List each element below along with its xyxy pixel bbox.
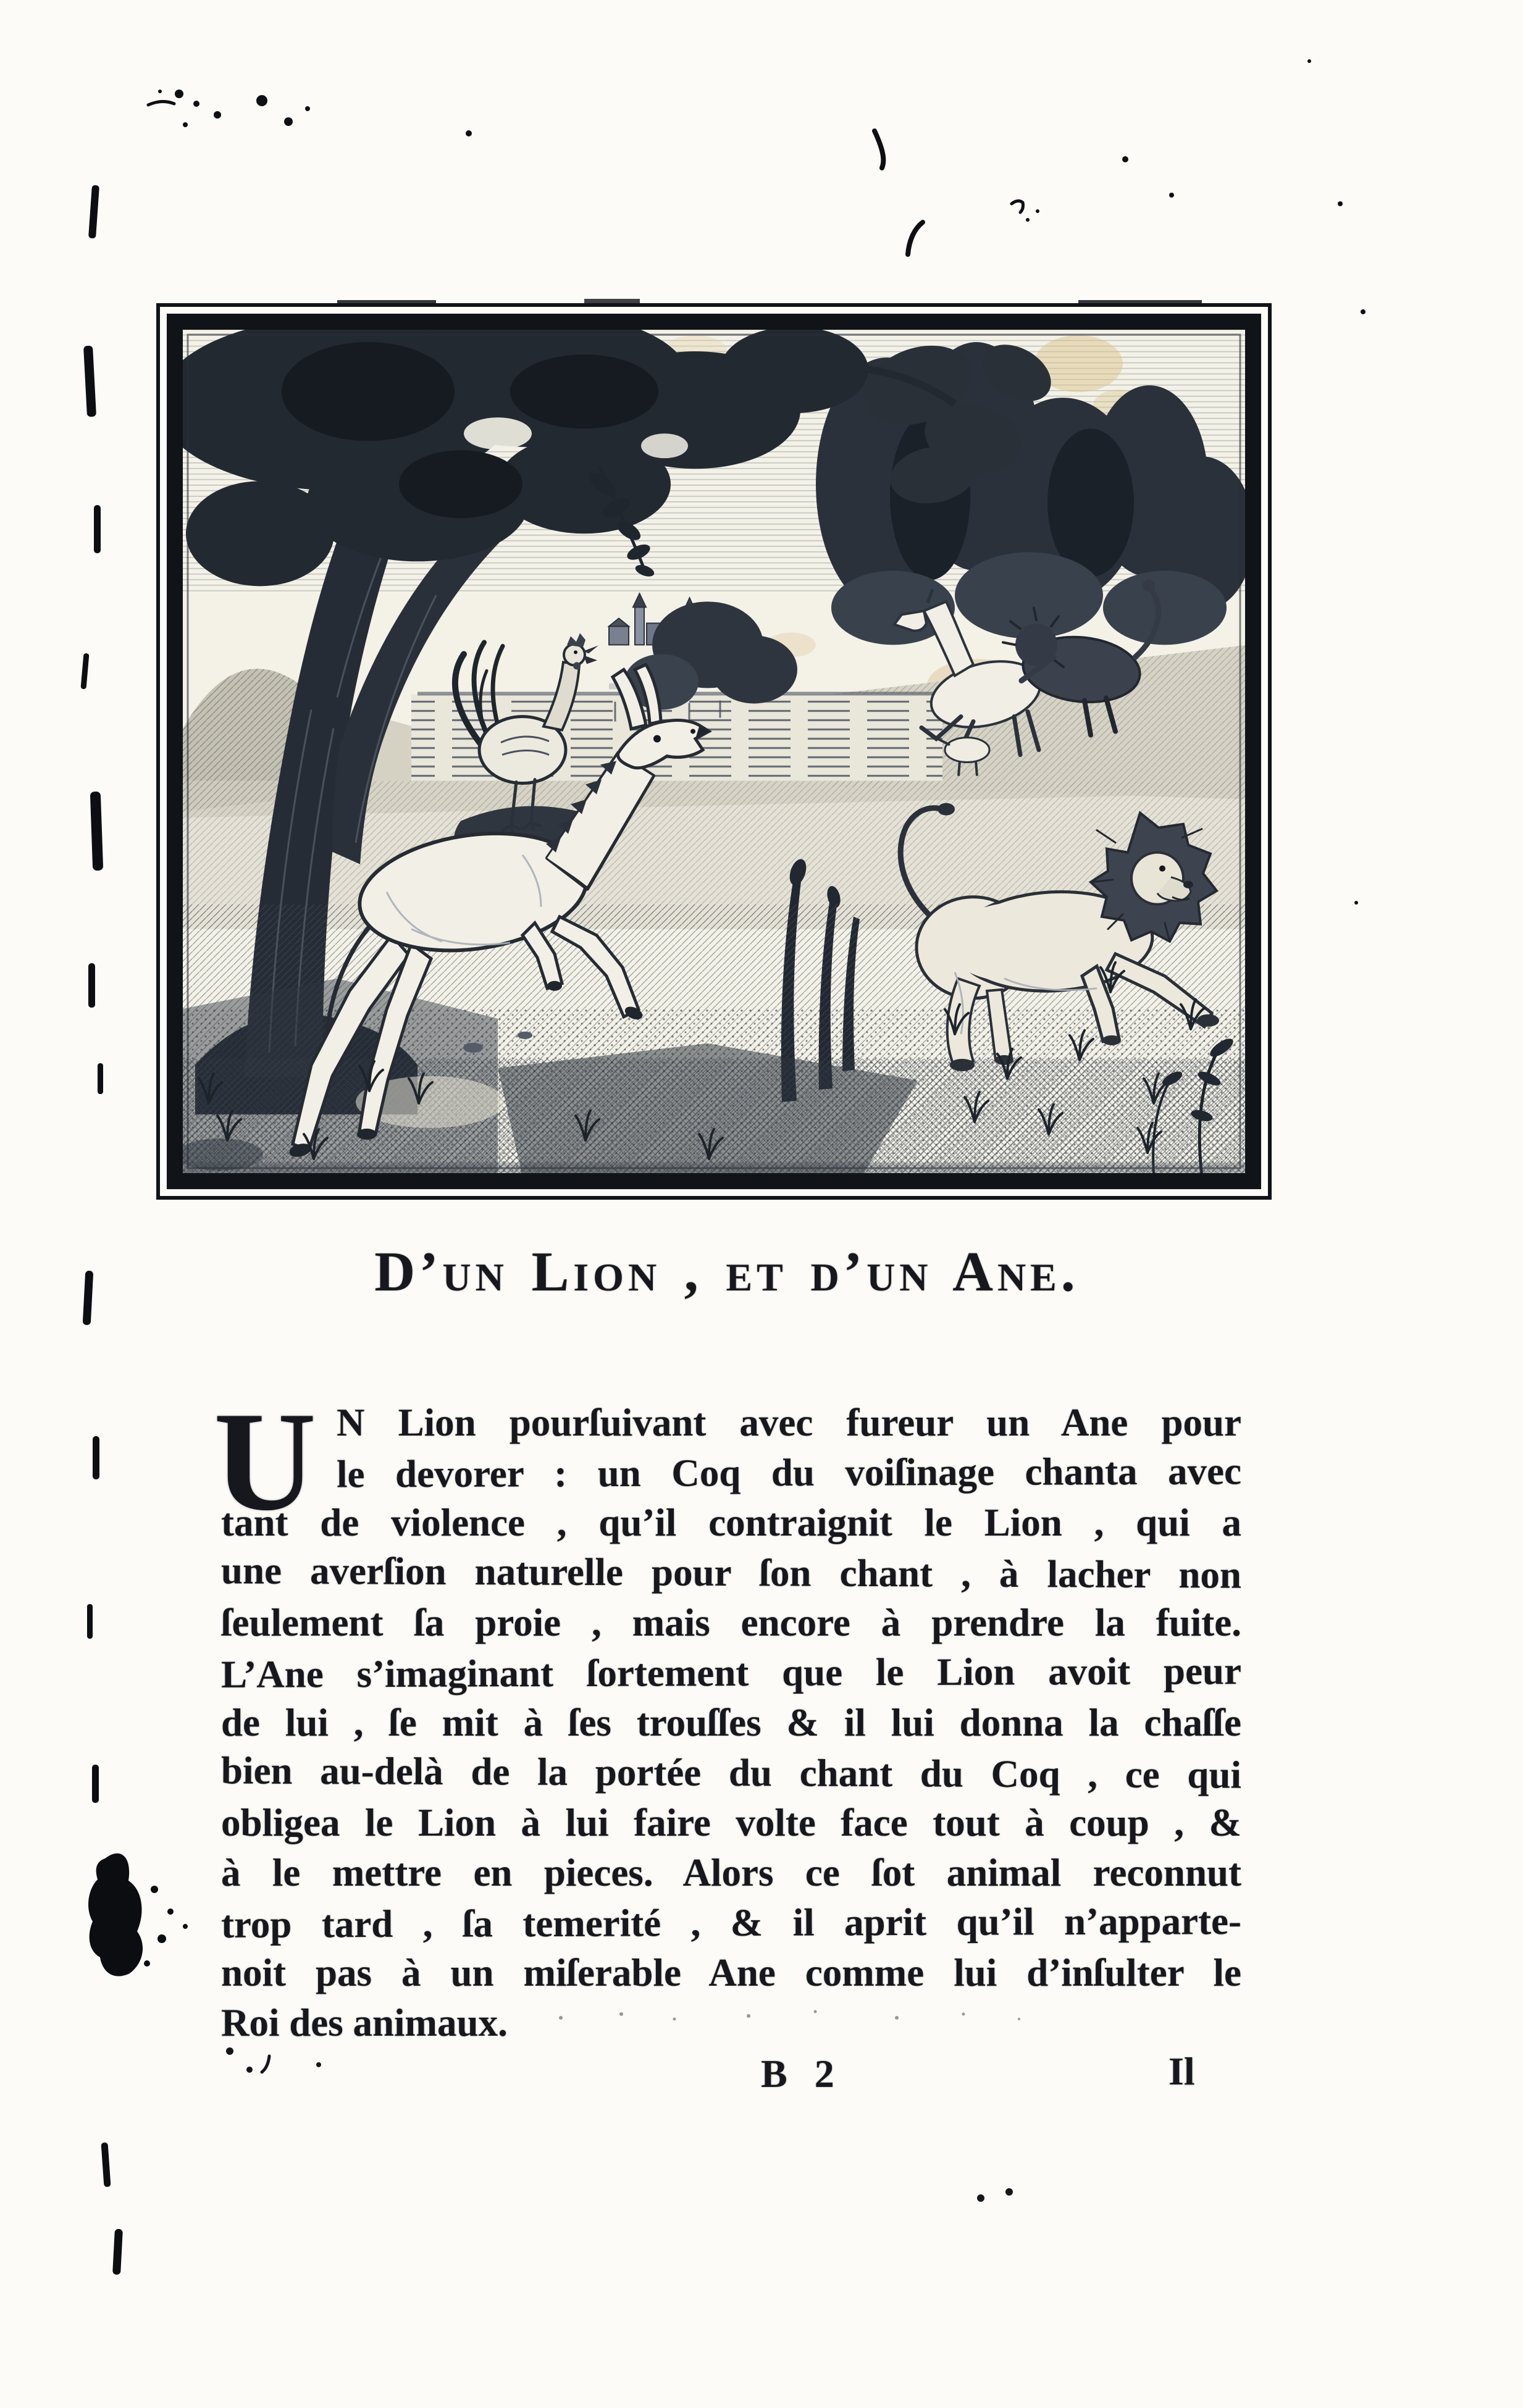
engraving-svg bbox=[152, 299, 1276, 1204]
footer-stray-marks bbox=[226, 2047, 1013, 2202]
signature-mark: B 2 bbox=[761, 2052, 834, 2096]
text-line: le devorer : un Coq du voiſinage chanta avec bbox=[336, 1449, 1242, 1496]
text-line: noit pas à un miſerable Ane comme lui d’inſulter le bbox=[221, 1951, 1241, 1994]
text-line: à le mettre en pieces. Alors ce ſot animal reconnut bbox=[221, 1851, 1241, 1894]
text-line: ſeulement ſa proie , mais encore à prendre la fuite. bbox=[221, 1601, 1241, 1644]
binding-edge-marks bbox=[80, 185, 122, 2275]
text-line: de lui , ſe mit à ſes trouſſes & il lui donna la chaſſe bbox=[221, 1701, 1241, 1744]
text-line: obligea le Lion à lui faire volte face tout à coup , & bbox=[221, 1801, 1241, 1844]
text-line: bien au-delà de la portée du chant du Coq , ce qui bbox=[220, 1749, 1242, 1797]
ink-stroke-marks bbox=[148, 101, 1023, 254]
text-line: N Lion pourſuivant avec fureur un Ane pour bbox=[337, 1401, 1241, 1444]
text-line: Roi des animaux. bbox=[221, 2001, 508, 2044]
ink-blotch bbox=[88, 1854, 188, 1976]
text-line: trop tard , ſa temerité , & il aprit qu’il n’apparte- bbox=[220, 1899, 1242, 1946]
fable-engraving bbox=[152, 299, 1276, 1204]
text-line: une averſion naturelle pour ſon chant , à lacher non bbox=[220, 1549, 1242, 1597]
catchword: Il bbox=[1168, 2049, 1195, 2093]
text-line: L’Ane s’imaginant ſortement que le Lion avoit peur bbox=[220, 1649, 1242, 1696]
text-line: tant de violence , qu’il contraignit le Lion , qui a bbox=[221, 1501, 1241, 1544]
fable-title: D’un Lion , et d’un Ane. bbox=[374, 1240, 1080, 1303]
dropcap-initial: U bbox=[214, 1382, 317, 1540]
